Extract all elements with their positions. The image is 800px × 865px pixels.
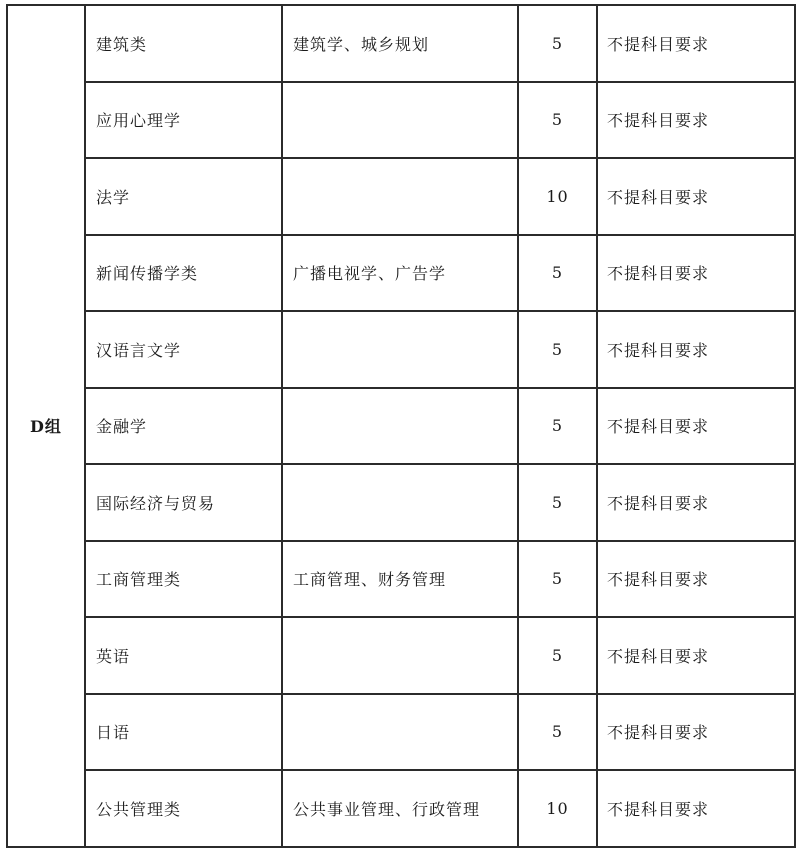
table-row: [7, 5, 795, 82]
enrollment-table-body: [7, 5, 795, 847]
table-row: [7, 388, 795, 465]
plan-count-cell: 5: [518, 311, 597, 388]
subject-requirement-cell: 不提科目要求: [597, 82, 795, 159]
enrollment-table: [6, 4, 796, 848]
table-row: [7, 617, 795, 694]
sub-major-cell: [282, 388, 518, 465]
sub-major-cell: 公共事业管理、行政管理: [282, 770, 518, 847]
table-row: [7, 694, 795, 771]
sub-major-cell: [282, 694, 518, 771]
sub-major-cell: [282, 464, 518, 541]
sub-major-cell: 工商管理、财务管理: [282, 541, 518, 618]
major-cell: 新闻传播学类: [85, 235, 282, 312]
table-row: [7, 311, 795, 388]
subject-requirement-cell: 不提科目要求: [597, 617, 795, 694]
plan-count-cell: 5: [518, 617, 597, 694]
plan-count-cell: 5: [518, 541, 597, 618]
subject-requirement-cell: 不提科目要求: [597, 694, 795, 771]
plan-count-cell: 5: [518, 5, 597, 82]
plan-count-cell: 5: [518, 694, 597, 771]
sub-major-cell: 广播电视学、广告学: [282, 235, 518, 312]
major-cell: 国际经济与贸易: [85, 464, 282, 541]
table-row: [7, 82, 795, 159]
subject-requirement-cell: 不提科目要求: [597, 464, 795, 541]
sub-major-cell: [282, 617, 518, 694]
subject-requirement-cell: 不提科目要求: [597, 158, 795, 235]
major-cell: 法学: [85, 158, 282, 235]
plan-count-cell: 10: [518, 770, 597, 847]
plan-count-cell: 10: [518, 158, 597, 235]
table-row: [7, 235, 795, 312]
group-label-cell: D组: [7, 5, 85, 847]
table-row: [7, 464, 795, 541]
table-row: [7, 158, 795, 235]
major-cell: 日语: [85, 694, 282, 771]
major-cell: 汉语言文学: [85, 311, 282, 388]
table-row: [7, 770, 795, 847]
sub-major-cell: [282, 311, 518, 388]
major-cell: 工商管理类: [85, 541, 282, 618]
subject-requirement-cell: 不提科目要求: [597, 388, 795, 465]
plan-count-cell: 5: [518, 464, 597, 541]
sub-major-cell: [282, 158, 518, 235]
sub-major-cell: 建筑学、城乡规划: [282, 5, 518, 82]
subject-requirement-cell: 不提科目要求: [597, 235, 795, 312]
plan-count-cell: 5: [518, 388, 597, 465]
table-row: [7, 541, 795, 618]
subject-requirement-cell: 不提科目要求: [597, 311, 795, 388]
plan-count-cell: 5: [518, 82, 597, 159]
subject-requirement-cell: 不提科目要求: [597, 5, 795, 82]
major-cell: 英语: [85, 617, 282, 694]
major-cell: 建筑类: [85, 5, 282, 82]
subject-requirement-cell: 不提科目要求: [597, 770, 795, 847]
major-cell: 金融学: [85, 388, 282, 465]
plan-count-cell: 5: [518, 235, 597, 312]
major-cell: 公共管理类: [85, 770, 282, 847]
subject-requirement-cell: 不提科目要求: [597, 541, 795, 618]
sub-major-cell: [282, 82, 518, 159]
major-cell: 应用心理学: [85, 82, 282, 159]
